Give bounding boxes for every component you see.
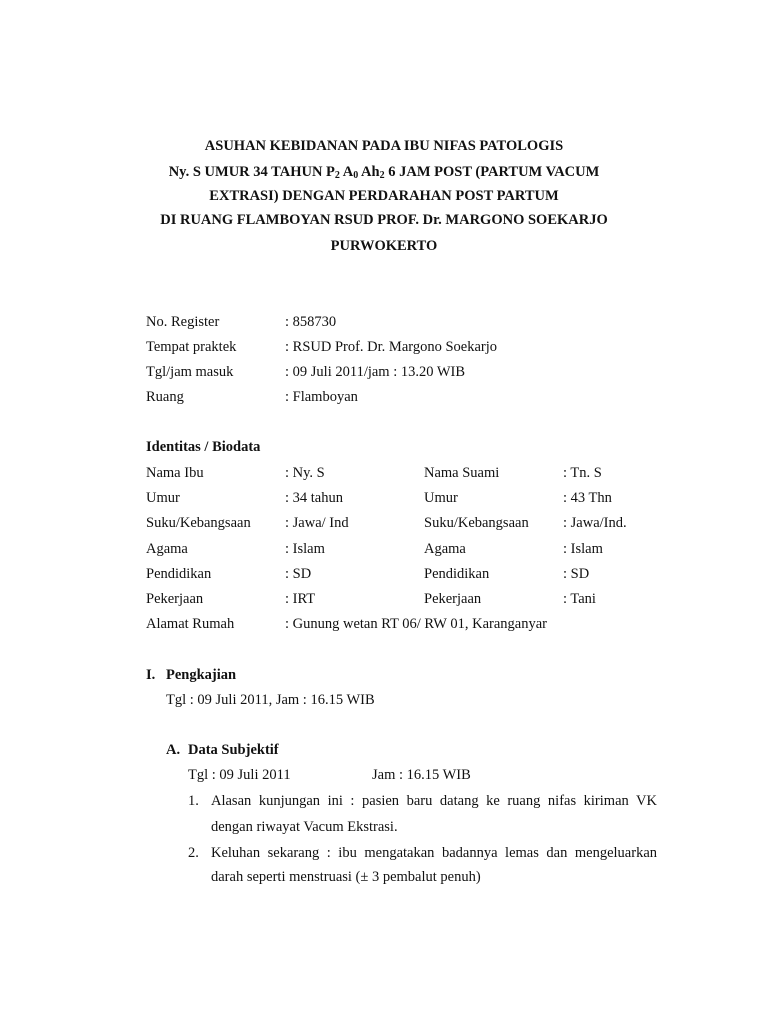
section-1-heading: Pengkajian — [166, 667, 237, 683]
section-1-date: Tgl : 09 Juli 2011, Jam : 16.15 WIB — [166, 692, 375, 708]
identity-heading: Identitas / Biodata — [146, 439, 261, 455]
reg-value: : 09 Juli 2011/jam : 13.20 WIB — [285, 364, 466, 380]
subsection-a-date: Tgl : 09 Juli 2011 — [188, 767, 291, 783]
title-line-2-suffix: 6 JAM POST (PARTUM VACUM — [384, 164, 600, 180]
reg-label: Ruang — [146, 389, 184, 405]
identity-label: Pekerjaan — [146, 591, 204, 607]
doc-title-line-5: PURWOKERTO — [330, 238, 438, 254]
identity-value: : Islam — [563, 541, 603, 557]
subsection-a-time: Jam : 16.15 WIB — [372, 767, 471, 783]
doc-title-line-1: ASUHAN KEBIDANAN PADA IBU NIFAS PATOLOGIS — [204, 138, 564, 154]
title-parity-p: 2 — [334, 170, 340, 181]
identity-value: : Jawa/ Ind — [285, 515, 349, 531]
identity-value: : SD — [563, 566, 590, 582]
identity-label: Nama Suami — [424, 465, 500, 481]
reg-value: : 858730 — [285, 314, 337, 330]
title-living-label: Ah — [358, 164, 380, 180]
identity-value: : Ny. S — [285, 465, 325, 481]
address-value: : Gunung wetan RT 06/ RW 01, Karanganyar — [285, 616, 547, 632]
list-item-text: Alasan kunjungan ini : pasien baru datang ke ruang nifas kiriman VK — [211, 793, 657, 809]
list-item-text: dengan riwayat Vacum Ekstrasi. — [211, 819, 398, 835]
identity-label: Umur — [146, 490, 180, 506]
identity-value: : Islam — [285, 541, 325, 557]
identity-value: : Jawa/Ind. — [563, 515, 627, 531]
title-abortus-count: 0 — [353, 170, 359, 181]
address-label: Alamat Rumah — [146, 616, 235, 632]
identity-label: Agama — [424, 541, 466, 557]
subsection-a-heading: Data Subjektif — [188, 742, 279, 758]
identity-value: : SD — [285, 566, 312, 582]
identity-label: Nama Ibu — [146, 465, 204, 481]
list-item-number: 2. — [188, 845, 199, 861]
subsection-a-letter: A. — [166, 742, 181, 758]
doc-title-line-2 — [0, 164, 768, 181]
doc-title-line-4: DI RUANG FLAMBOYAN RSUD PROF. Dr. MARGONO SOEKARJO — [160, 212, 608, 228]
list-item-text: darah seperti menstruasi (± 3 pembalut penuh) — [211, 869, 481, 885]
list-item-text: Keluhan sekarang : ibu mengatakan badannya lemas dan mengeluarkan — [211, 845, 657, 861]
identity-label: Suku/Kebangsaan — [424, 515, 529, 531]
identity-value: : Tn. S — [563, 465, 602, 481]
identity-value: : 34 tahun — [285, 490, 343, 506]
reg-label: No. Register — [146, 314, 220, 330]
reg-value: : Flamboyan — [285, 389, 358, 405]
identity-value: : 43 Thn — [563, 490, 612, 506]
list-item-number: 1. — [188, 793, 199, 809]
title-line-2-prefix: Ny. S UMUR 34 TAHUN P — [168, 164, 335, 180]
reg-label: Tgl/jam masuk — [146, 364, 234, 380]
identity-label: Pendidikan — [424, 566, 490, 582]
identity-label: Suku/Kebangsaan — [146, 515, 251, 531]
identity-label: Umur — [424, 490, 458, 506]
reg-value: : RSUD Prof. Dr. Margono Soekarjo — [285, 339, 497, 355]
reg-label: Tempat praktek — [146, 339, 237, 355]
identity-value: : Tani — [563, 591, 596, 607]
doc-title-line-3: EXTRASI) DENGAN PERDARAHAN POST PARTUM — [209, 188, 559, 204]
section-1-number: I. — [146, 667, 156, 683]
identity-label: Pekerjaan — [424, 591, 482, 607]
identity-label: Pendidikan — [146, 566, 212, 582]
title-abortus-label: A — [339, 164, 354, 180]
identity-label: Agama — [146, 541, 188, 557]
title-living-count: 2 — [379, 170, 385, 181]
identity-value: : IRT — [285, 591, 316, 607]
